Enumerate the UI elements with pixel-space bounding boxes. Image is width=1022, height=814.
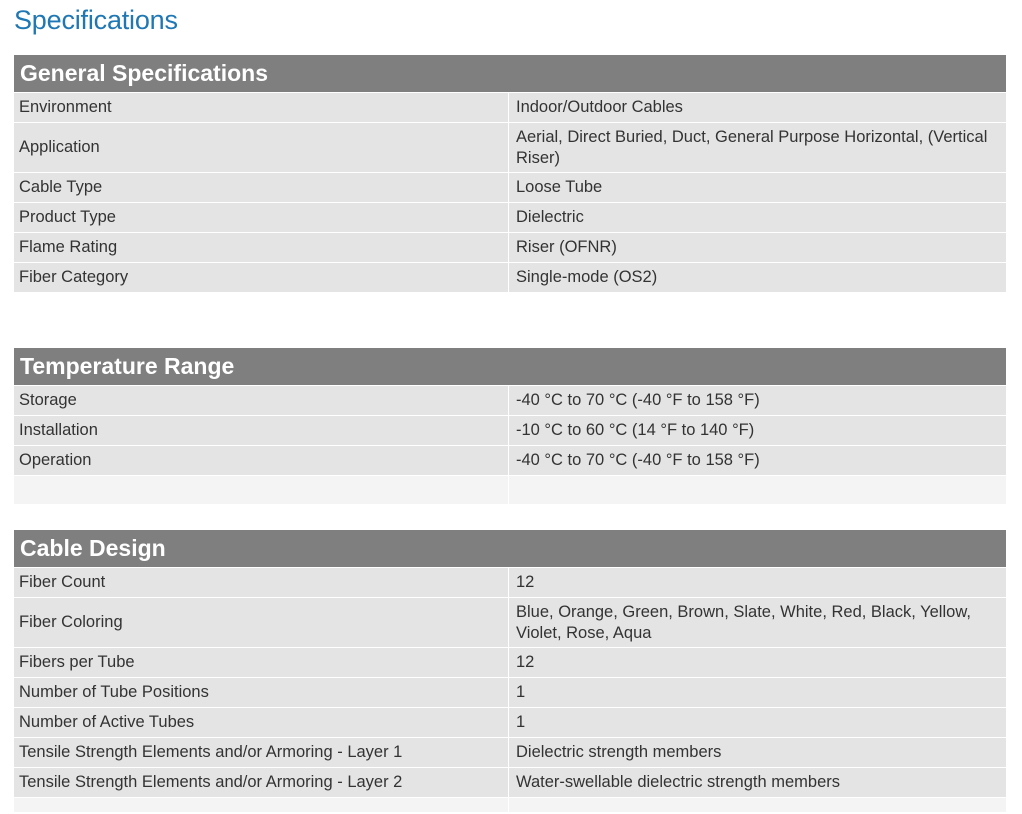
row-value: Loose Tube: [516, 178, 603, 196]
row-label: Product Type: [14, 203, 509, 232]
row-value: 1: [516, 713, 526, 731]
table-row: [14, 648, 1006, 678]
table-row: [14, 416, 1006, 446]
table-row: [14, 768, 1006, 798]
empty-cell: [14, 798, 509, 812]
table-row: [14, 446, 1006, 476]
empty-cell: [14, 476, 509, 504]
row-value: 1: [516, 683, 526, 701]
row-label: Installation: [14, 416, 509, 445]
empty-cell: [509, 476, 1006, 504]
empty-row: [14, 798, 1006, 812]
row-value: Riser (OFNR): [516, 238, 617, 256]
section-header: General Specifications: [14, 55, 1006, 93]
row-label: Flame Rating: [14, 233, 509, 262]
row-value: Water-swellable dielectric strength members: [516, 773, 840, 791]
table-row: [14, 738, 1006, 768]
temperature-range-table: [14, 348, 1006, 504]
row-value: -10 °C to 60 °C (14 °F to 140 °F): [516, 421, 755, 439]
table-row: [14, 123, 1006, 173]
row-label: Number of Active Tubes: [14, 708, 509, 737]
row-value: Blue, Orange, Green, Brown, Slate, White, Red, Black, Yellow, Violet, Rose, Aqua: [516, 602, 971, 642]
row-label: Tensile Strength Elements and/or Armoring - Layer 2: [14, 768, 509, 797]
table-row: [14, 233, 1006, 263]
table-row: [14, 708, 1006, 738]
table-row: [14, 568, 1006, 598]
row-value: -40 °C to 70 °C (-40 °F to 158 °F): [516, 391, 760, 409]
table-row: [14, 678, 1006, 708]
row-label: Fiber Coloring: [14, 598, 509, 647]
empty-cell: [509, 798, 1006, 812]
row-value: -40 °C to 70 °C (-40 °F to 158 °F): [516, 451, 760, 469]
row-label: Cable Type: [14, 173, 509, 202]
row-label: Number of Tube Positions: [14, 678, 509, 707]
row-value: 12: [516, 653, 535, 671]
table-row: [14, 263, 1006, 293]
row-value: 12: [516, 573, 535, 591]
row-value: Dielectric: [516, 208, 584, 226]
section-header: Temperature Range: [14, 348, 1006, 386]
table-row: [14, 93, 1006, 123]
row-label: Storage: [14, 386, 509, 415]
general-specifications-table: [14, 55, 1006, 293]
row-label: Fibers per Tube: [14, 648, 509, 677]
page-title: Specifications: [14, 5, 178, 35]
row-value: Single-mode (OS2): [516, 268, 658, 286]
table-row: [14, 203, 1006, 233]
row-label: Tensile Strength Elements and/or Armoring - Layer 1: [14, 738, 509, 767]
row-value: Dielectric strength members: [516, 743, 722, 761]
row-value: Indoor/Outdoor Cables: [516, 98, 683, 116]
row-label: Application: [14, 123, 509, 172]
row-value: Aerial, Direct Buried, Duct, General Purpose Horizontal, (Vertical Riser): [516, 127, 988, 167]
empty-row: [14, 476, 1006, 504]
section-header: Cable Design: [14, 530, 1006, 568]
row-label: Environment: [14, 93, 509, 122]
row-label: Fiber Count: [14, 568, 509, 597]
row-label: Fiber Category: [14, 263, 509, 292]
cable-design-table: [14, 530, 1006, 812]
table-row: [14, 386, 1006, 416]
table-row: [14, 598, 1006, 648]
row-label: Operation: [14, 446, 509, 475]
table-row: [14, 173, 1006, 203]
